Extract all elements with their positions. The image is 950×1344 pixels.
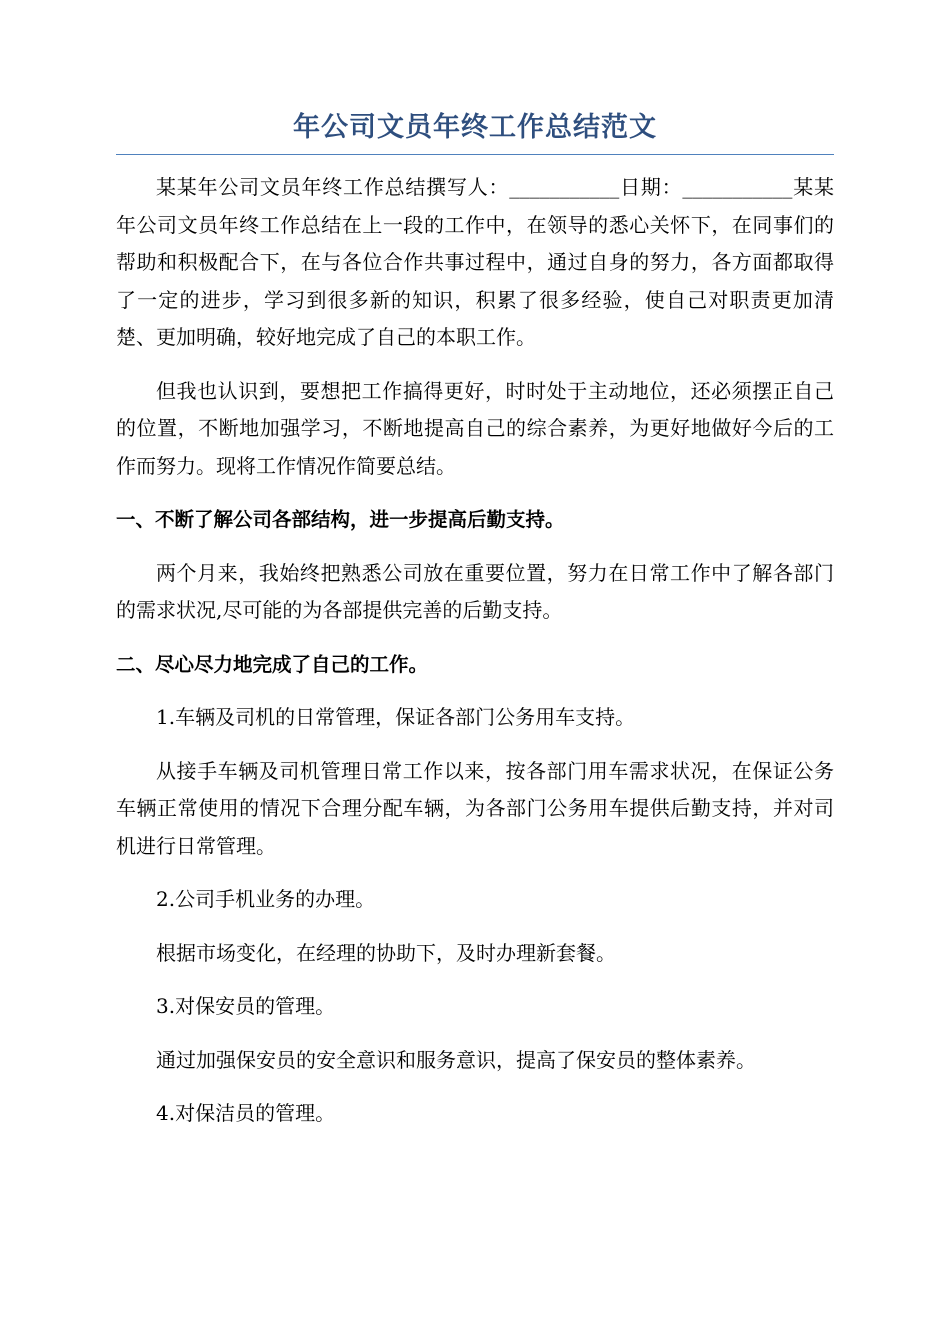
body-paragraph: 但我也认识到，要想把工作搞得更好，时时处于主动地位，还必须摆正自己的位置，不断地加强学习，不断地提高自己的综合素养，为更好地做好今后的工作而努力。现将工作情况作简要总结。 bbox=[116, 378, 834, 478]
body-paragraph: 两个月来，我始终把熟悉公司放在重要位置，努力在日常工作中了解各部门的需求状况,尽可能的为各部提供完善的后勤支持。 bbox=[116, 560, 834, 622]
subheading-paragraph: 3.对保安员的管理。 bbox=[156, 994, 336, 1018]
section-heading: 二、尽心尽力地完成了自己的工作。 bbox=[116, 652, 429, 676]
subheading-paragraph: 4.对保洁员的管理。 bbox=[156, 1101, 336, 1125]
body-paragraph: 从接手车辆及司机管理日常工作以来，按各部门用车需求状况，在保证公务车辆正常使用的情况下合理分配车辆，为各部门公务用车提供后勤支持，并对司机进行日常管理。 bbox=[116, 758, 834, 858]
title-underline bbox=[116, 154, 834, 155]
intro-paragraph: 某某年公司文员年终工作总结撰写人：___________日期：___________某某年公司文员年终工作总结在上一段的工作中，在领导的悉心关怀下，在同事们的帮助和积极配合下，在与各位合作共事过程中，通过自身的努力，各方面都取得了一定的进步，学习到很多新的知识，积累了很多经验，使自己对职责更加清楚、更加明确，较好地完成了自己的本职工作。 bbox=[116, 175, 834, 349]
body-paragraph: 通过加强保安员的安全意识和服务意识，提高了保安员的整体素养。 bbox=[156, 1047, 756, 1072]
section-heading: 一、不断了解公司各部结构，进一步提高后勤支持。 bbox=[116, 508, 565, 531]
document-title: 年公司文员年终工作总结范文 bbox=[293, 112, 657, 143]
subheading-paragraph: 2.公司手机业务的办理。 bbox=[156, 887, 376, 911]
body-paragraph: 根据市场变化，在经理的协助下，及时办理新套餐。 bbox=[156, 940, 616, 965]
document-page bbox=[116, 108, 834, 1133]
subheading-paragraph: 1.车辆及司机的日常管理，保证各部门公务用车支持。 bbox=[156, 705, 636, 729]
